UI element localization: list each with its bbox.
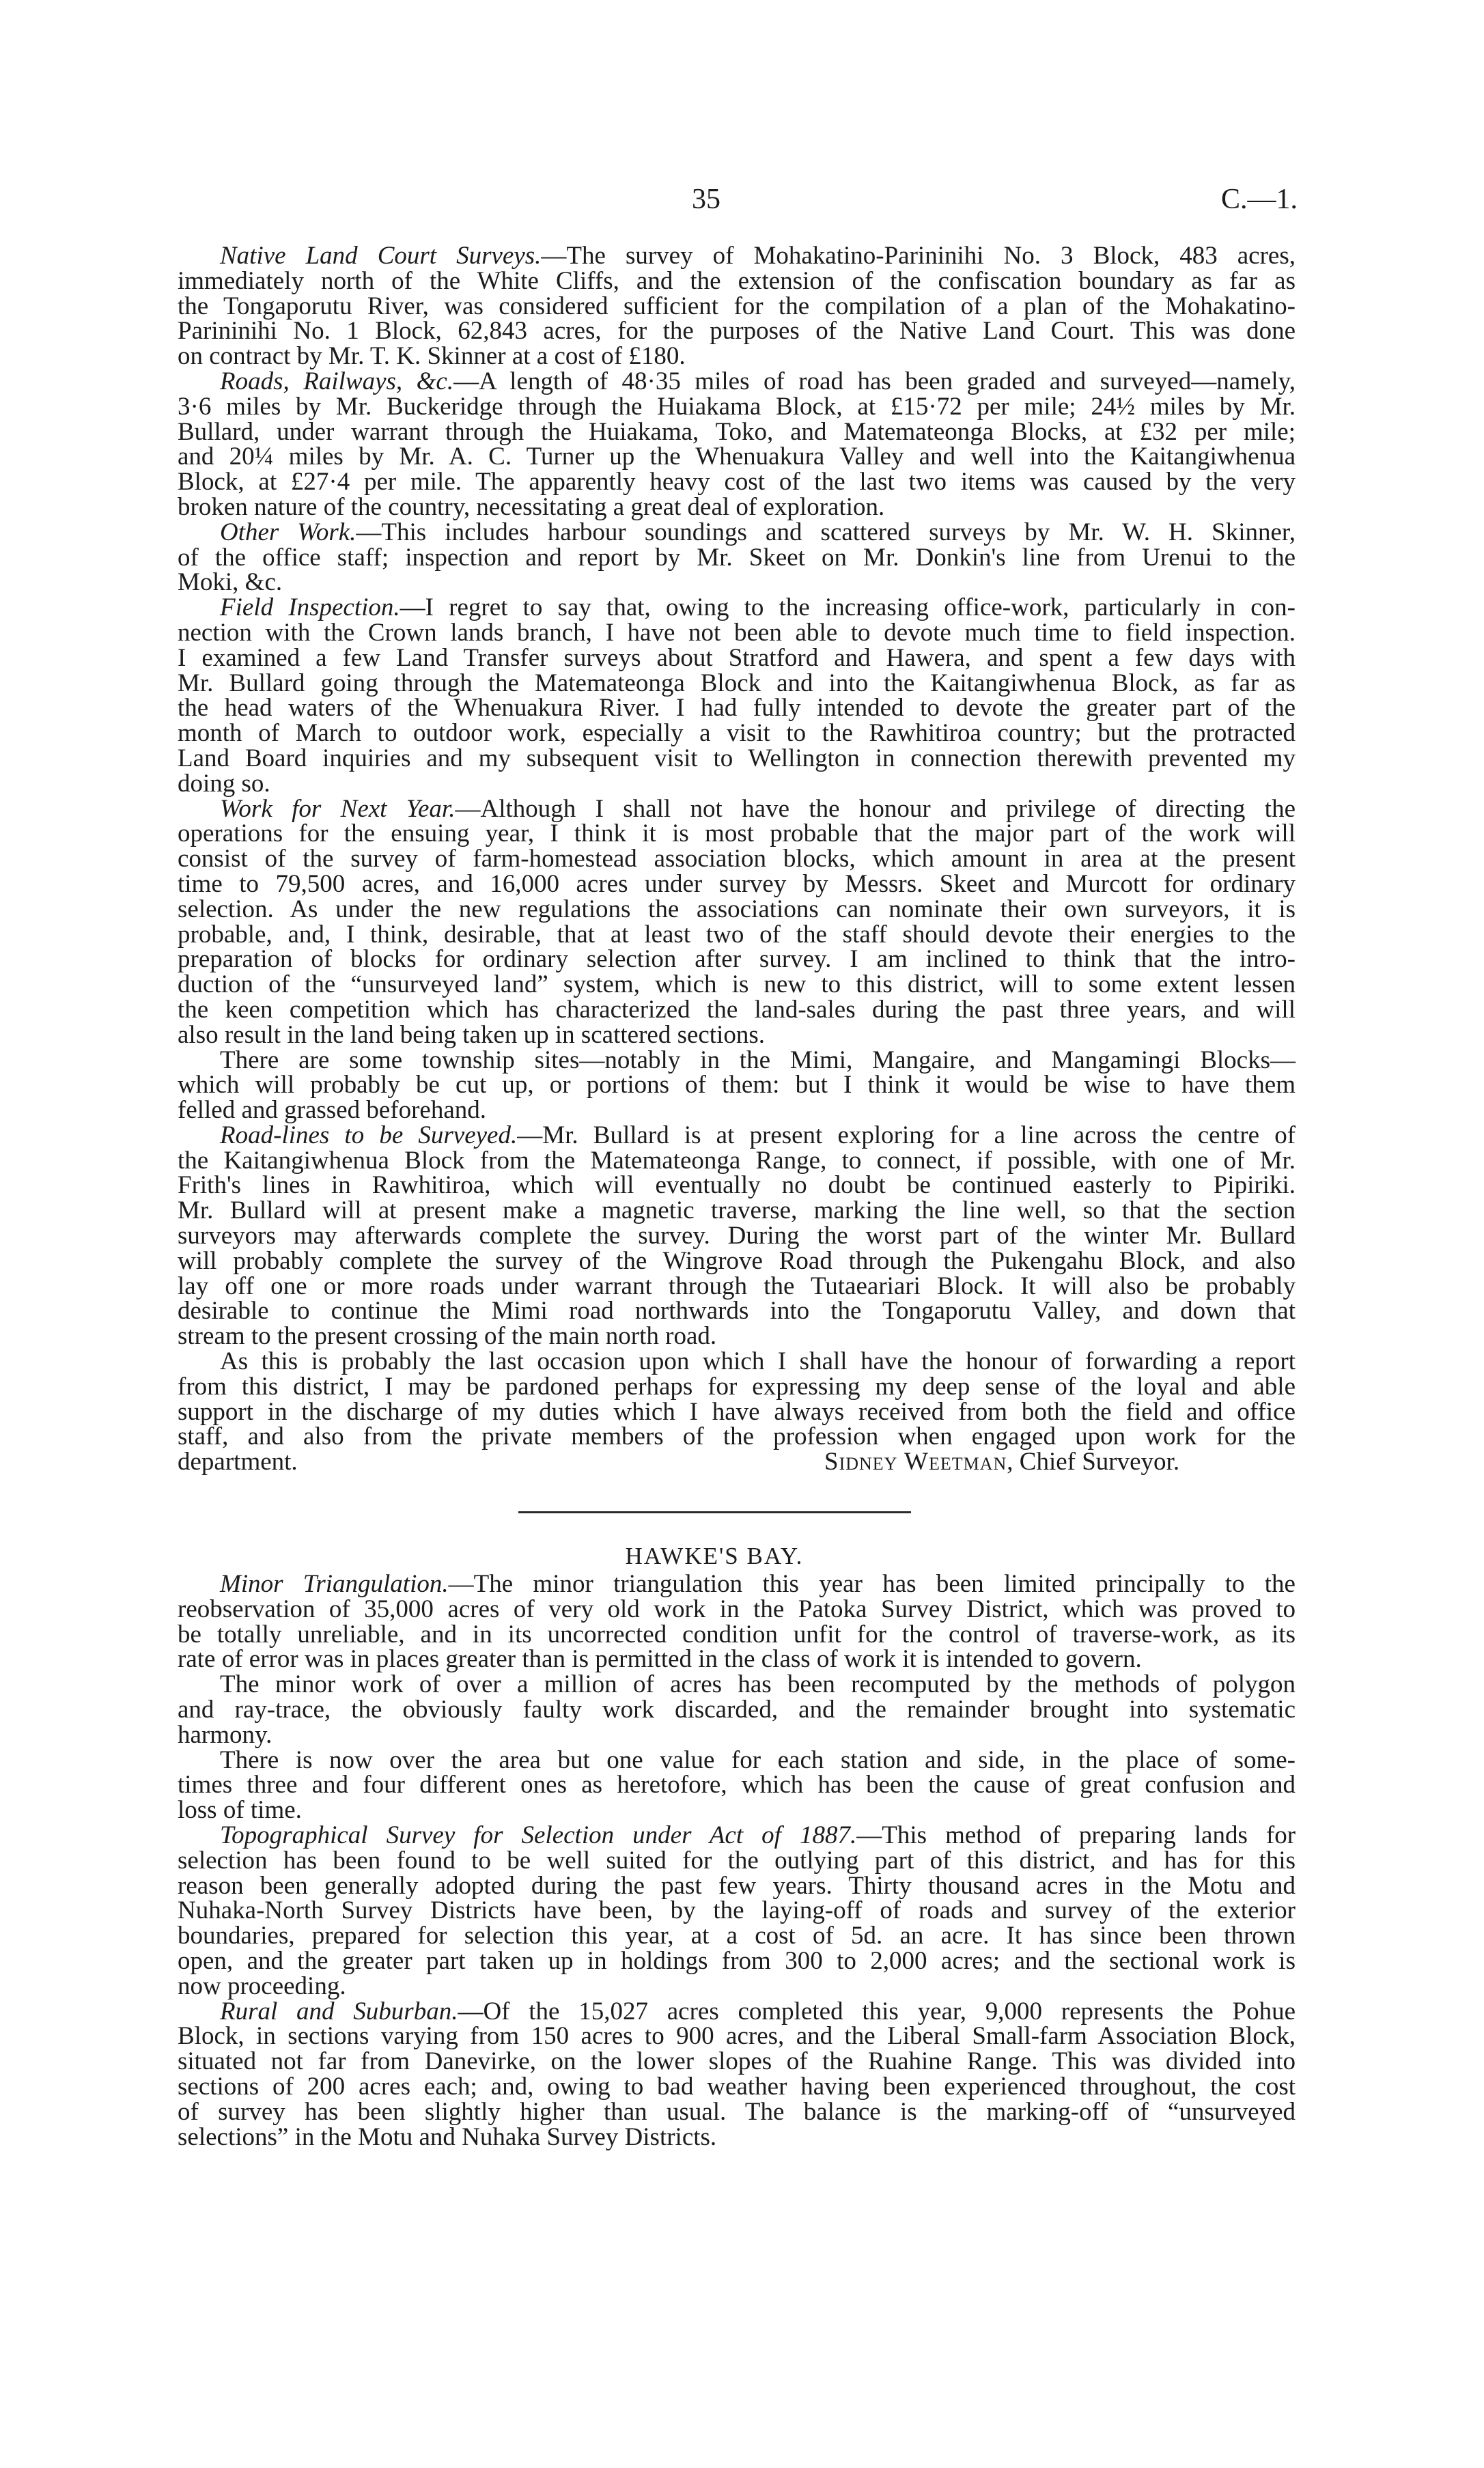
text-line	[178, 995, 1296, 1024]
line-text: the Kaitangiwhenua Block from the Matemateonga Range, to connect, if possible, with one of Mr.	[178, 1146, 1296, 1175]
line-text: will probably complete the survey of the Wingrove Road through the Pukengahu Block, and also	[178, 1246, 1296, 1275]
paragraph-heading: Minor Triangulation.	[220, 1570, 449, 1598]
text-line	[178, 470, 1296, 495]
text-line	[178, 369, 1296, 395]
line-text: preparation of blocks for ordinary selection after survey. I am inclined to think that the intro-	[178, 945, 1296, 974]
paragraph	[178, 369, 1296, 520]
line-text: times three and four different ones as heretofore, which has been the cause of great confusion and	[178, 1771, 1296, 1799]
paragraph-heading: Work for Next Year.	[220, 794, 456, 823]
text-line	[178, 1173, 1296, 1198]
text-line	[178, 1720, 1296, 1749]
text-line	[178, 344, 1296, 369]
text-line	[178, 1924, 1296, 1949]
line-text: the head waters of the Whenuakura River. I had fully intended to devote the greater part of the	[178, 694, 1296, 723]
line-text: —The survey of Mohakatino-Parininihi No. 3 Block, 483 acres,	[541, 242, 1296, 270]
paragraph	[178, 1745, 1296, 1825]
text-line	[178, 847, 1296, 872]
line-text: —I regret to say that, owing to the increasing office-work, particularly in con-	[400, 593, 1296, 622]
text-line	[178, 696, 1296, 721]
line-text: Parininihi No. 1 Block, 62,843 acres, for the purposes of the Native Land Court. This was done	[178, 317, 1296, 346]
text-line	[178, 1745, 1296, 1774]
paragraph	[178, 1123, 1296, 1349]
line-text: sections of 200 acres each; and, owing to bad weather having been experienced throughout, the cost	[178, 2072, 1296, 2101]
line-text: open, and the greater part taken up in holdings from 300 to 2,000 acres; and the sectional work is	[178, 1946, 1296, 1975]
text-line	[178, 1224, 1296, 1249]
line-text: —The minor triangulation this year has been limited principally to the	[448, 1570, 1296, 1598]
text-line	[178, 1299, 1296, 1324]
text-line	[178, 869, 1296, 898]
line-text: staff, and also from the private members of the profession when engaged upon work for the	[178, 1422, 1296, 1451]
line-text: be totally unreliable, and in its uncorrected condition unfit for the control of traverse-work, as its	[178, 1620, 1296, 1649]
text-line	[178, 1572, 1296, 1597]
paragraph-heading: Road-lines to be Surveyed.	[220, 1121, 518, 1149]
text-line	[178, 2024, 1296, 2049]
text-line	[178, 897, 1296, 923]
text-line	[178, 1123, 1296, 1149]
line-text: Frith's lines in Rawhitiroa, which will eventually no doubt be continued easterly to Pipiriki.	[178, 1171, 1296, 1200]
line-text: and ray-trace, the obviously faulty work discarded, and the remainder brought into systematic	[178, 1695, 1296, 1724]
line-text: —This method of preparing lands for	[856, 1821, 1296, 1849]
line-text: selection. As under the new regulations the associations can nominate their own surveyors, it is	[178, 895, 1296, 923]
line-text: —This includes harbour soundings and scattered surveys by Mr. W. H. Skinner,	[356, 518, 1296, 546]
line-text: loss of time.	[178, 1796, 302, 1825]
line-text: —Mr. Bullard is at present exploring for a line across the centre of	[517, 1121, 1296, 1149]
text-line	[178, 319, 1296, 344]
line-text: —A length of 48·35 miles of road has been graded and surveyed—namely,	[453, 367, 1296, 395]
line-text: lay off one or more roads under warrant through the Tutaeariari Block. It will also be probably	[178, 1272, 1296, 1300]
text-line	[178, 643, 1296, 672]
text-line	[178, 618, 1296, 647]
paragraph	[178, 794, 1296, 1049]
text-line	[178, 1695, 1296, 1724]
line-text: Block, at £27·4 per mile. The apparently heavy cost of the last two items was caused by the very	[178, 468, 1296, 496]
line-text: time to 79,500 acres, and 16,000 acres under survey by Messrs. Skeet and Murcott for ordinary	[178, 869, 1296, 898]
section-divider	[518, 1511, 911, 1513]
line-text: from this district, I may be pardoned perhaps for expressing my deep sense of the loyal and able	[178, 1372, 1296, 1401]
text-line	[178, 294, 1296, 320]
text-line	[178, 543, 1296, 572]
text-line	[178, 1946, 1296, 1975]
line-text: desirable to continue the Mimi road northwards into the Tongaporutu Valley, and down that	[178, 1297, 1296, 1326]
page-number: 35	[692, 184, 720, 215]
text-line	[178, 417, 1296, 446]
document-reference: C.—1.	[1220, 184, 1298, 215]
text-line	[178, 392, 1296, 421]
paragraph	[178, 1048, 1296, 1123]
line-text: reason been generally adopted during the past few years. Thirty thousand acres in the Motu and	[178, 1871, 1296, 1900]
paragraph-heading: Other Work.	[220, 518, 356, 546]
line-text: 3·6 miles by Mr. Buckeridge through the Huiakama Block, at £15·72 per mile; 24½ miles by Mr.	[178, 392, 1296, 421]
line-text: felled and grassed beforehand.	[178, 1096, 487, 1125]
hawkes-bay-section	[178, 1572, 1296, 2150]
taranaki-report-section	[178, 244, 1296, 1475]
line-text: doing so.	[178, 769, 270, 798]
line-text: the Tongaporutu River, was considered sufficient for the compilation of a plan of the Mohakatino-	[178, 292, 1296, 320]
text-line	[178, 2097, 1296, 2126]
paragraph-heading: Rural and Suburban.	[220, 1997, 458, 2025]
text-line	[178, 1198, 1296, 1224]
line-text: harmony.	[178, 1720, 272, 1749]
text-line	[178, 920, 1296, 949]
text-line	[178, 244, 1296, 269]
text-line	[178, 2122, 1296, 2151]
text-line	[178, 769, 1296, 798]
line-text: Land Board inquiries and my subsequent visit to Wellington in connection therewith prevented my	[178, 744, 1296, 772]
text-line	[178, 1048, 1296, 1074]
line-text: The minor work of over a million of acres has been recomputed by the methods of polygon	[220, 1670, 1296, 1699]
line-text: operations for the ensuing year, I think it is most probable that the major part of the work will	[178, 819, 1296, 848]
paragraph	[178, 1672, 1296, 1748]
line-text: —Of the 15,027 acres completed this year, 9,000 represents the Pohue	[458, 1997, 1296, 2025]
paragraph-heading: Native Land Court Surveys.	[220, 242, 542, 270]
line-text: also result in the land being taken up in scattered sections.	[178, 1020, 766, 1049]
text-line	[178, 1422, 1296, 1451]
text-line	[178, 1020, 1296, 1049]
text-line	[178, 1349, 1296, 1375]
text-line	[178, 721, 1296, 746]
line-text: boundaries, prepared for selection this year, at a cost of 5d. an acre. It has since been thrown	[178, 1922, 1296, 1950]
line-text: probable, and, I think, desirable, that at least two of the staff should devote their energies to the	[178, 920, 1296, 949]
text-line	[178, 595, 1296, 621]
line-text: Moki, &c.	[178, 568, 283, 597]
line-text: broken nature of the country, necessitating a great deal of exploration.	[178, 492, 885, 521]
text-line	[178, 947, 1296, 972]
signature	[824, 1450, 1179, 1475]
text-line	[178, 2072, 1296, 2101]
text-line	[178, 1073, 1296, 1098]
text-line	[178, 1846, 1296, 1875]
text-line	[178, 1597, 1296, 1623]
line-text: the keen competition which has characterized the land-sales during the past three years, and will	[178, 995, 1296, 1024]
text-line	[178, 1871, 1296, 1900]
text-line	[178, 746, 1296, 772]
text-line	[178, 492, 1296, 521]
text-line	[178, 1246, 1296, 1275]
line-text: As this is probably the last occasion upon which I shall have the honour of forwarding a report	[220, 1347, 1296, 1376]
text-line	[178, 1372, 1296, 1401]
line-text: selection has been found to be well suited for the outlying part of this district, and has for this	[178, 1846, 1296, 1875]
line-text: which will probably be cut up, or portions of them: but I think it would be wise to have them	[178, 1071, 1296, 1099]
text-line	[178, 2049, 1296, 2075]
line-text: of the office staff; inspection and report by Mr. Skeet on Mr. Donkin's line from Urenui to the	[178, 543, 1296, 572]
line-text: —Although I shall not have the honour and privilege of directing the	[455, 794, 1296, 823]
line-text: support in the discharge of my duties which I have always received from both the field and office	[178, 1397, 1296, 1426]
text-line	[178, 1898, 1296, 1924]
text-line	[178, 1620, 1296, 1649]
text-line	[178, 266, 1296, 295]
line-text: consist of the survey of farm-homestead association blocks, which amount in area at the present	[178, 845, 1296, 873]
paragraph-heading: Roads, Railways, &c.	[220, 367, 454, 395]
paragraph	[178, 1997, 1296, 2151]
line-text: on contract by Mr. T. K. Skinner at a cost of £180.	[178, 342, 686, 371]
text-line	[178, 1974, 1296, 2000]
line-text: stream to the present crossing of the main north road.	[178, 1322, 717, 1351]
line-text: situated not far from Danevirke, on the lower slopes of the Ruahine Range. This was divided into	[178, 2047, 1296, 2076]
line-text: Nuhaka-North Survey Districts have been, by the laying-off of roads and survey of the exterior	[178, 1896, 1296, 1925]
line-text: Mr. Bullard will at present make a magnetic traverse, marking the line well, so that the section	[178, 1196, 1296, 1225]
paragraph	[178, 1572, 1296, 1672]
text-line	[178, 819, 1296, 848]
line-text: Bullard, under warrant through the Huiakama, Toko, and Matemateonga Blocks, at £32 per mile;	[178, 417, 1296, 446]
text-line	[178, 794, 1296, 823]
text-line	[178, 445, 1296, 470]
text-line	[178, 972, 1296, 998]
line-text: Mr. Bullard going through the Matemateonga Block and into the Kaitangiwhenua Block, as far as	[178, 669, 1296, 697]
line-text: reobservation of 35,000 acres of very old work in the Patoka Survey District, which was proved to	[178, 1595, 1296, 1623]
line-text: selections” in the Motu and Nuhaka Survey Districts.	[178, 2122, 717, 2151]
line-text: month of March to outdoor work, especially a visit to the Rawhitiroa country; but the protracted	[178, 719, 1296, 748]
paragraph	[178, 595, 1296, 796]
paragraph	[178, 244, 1296, 369]
line-text: now proceeding.	[178, 1972, 346, 2000]
text-line	[178, 570, 1296, 595]
line-text: immediately north of the White Cliffs, and the extension of the confiscation boundary as far as	[178, 266, 1296, 295]
line-text: Block, in sections varying from 150 acres to 900 acres, and the Liberal Small-farm Association Block,	[178, 2022, 1296, 2051]
paragraph-heading: Field Inspection.	[220, 593, 400, 622]
paragraph	[178, 1823, 1296, 2000]
text-line	[178, 671, 1296, 697]
line-text: nection with the Crown lands branch, I have not been able to devote much time to field inspection.	[178, 618, 1296, 647]
text-line	[178, 1146, 1296, 1175]
line-text: and 20¼ miles by Mr. A. C. Turner up the Whenuakura Valley and well into the Kaitangiwhenua	[178, 443, 1296, 471]
text-line	[178, 1773, 1296, 1798]
line-text: rate of error was in places greater than is permitted in the class of work it is intended to govern.	[178, 1645, 1142, 1674]
line-text: of survey has been slightly higher than usual. The balance is the marking-off of “unsurveyed	[178, 2097, 1296, 2126]
text-line	[178, 1274, 1296, 1300]
line-text: department.	[178, 1448, 298, 1476]
text-line	[178, 1098, 1296, 1123]
signature-title: , Chief Surveyor.	[1007, 1448, 1180, 1476]
text-line	[178, 1672, 1296, 1698]
line-text: surveyors may afterwards complete the survey. During the worst part of the winter Mr. Bullard	[178, 1222, 1296, 1250]
text-line	[178, 520, 1296, 546]
signature-name: Sidney Weetman	[824, 1448, 1007, 1476]
text-line	[178, 1798, 1296, 1823]
section-title: HAWKE'S BAY.	[625, 1543, 804, 1569]
text-line	[178, 1647, 1296, 1672]
line-text: duction of the “unsurveyed land” system, which is new to this district, will to some extent lessen	[178, 970, 1296, 999]
line-text: There are some township sites—notably in the Mimi, Mangaire, and Mangamingi Blocks—	[220, 1046, 1296, 1074]
text-line	[178, 1823, 1296, 1849]
text-line	[178, 1324, 1296, 1349]
paragraph-heading: Topographical Survey for Selection under Act of 1887.	[220, 1821, 857, 1849]
line-text: There is now over the area but one value for each station and side, in the place of some-	[220, 1745, 1296, 1774]
text-line	[178, 1997, 1296, 2025]
text-line	[178, 1397, 1296, 1426]
line-text: I examined a few Land Transfer surveys about Stratford and Hawera, and spent a few days with	[178, 643, 1296, 672]
paragraph	[178, 520, 1296, 595]
